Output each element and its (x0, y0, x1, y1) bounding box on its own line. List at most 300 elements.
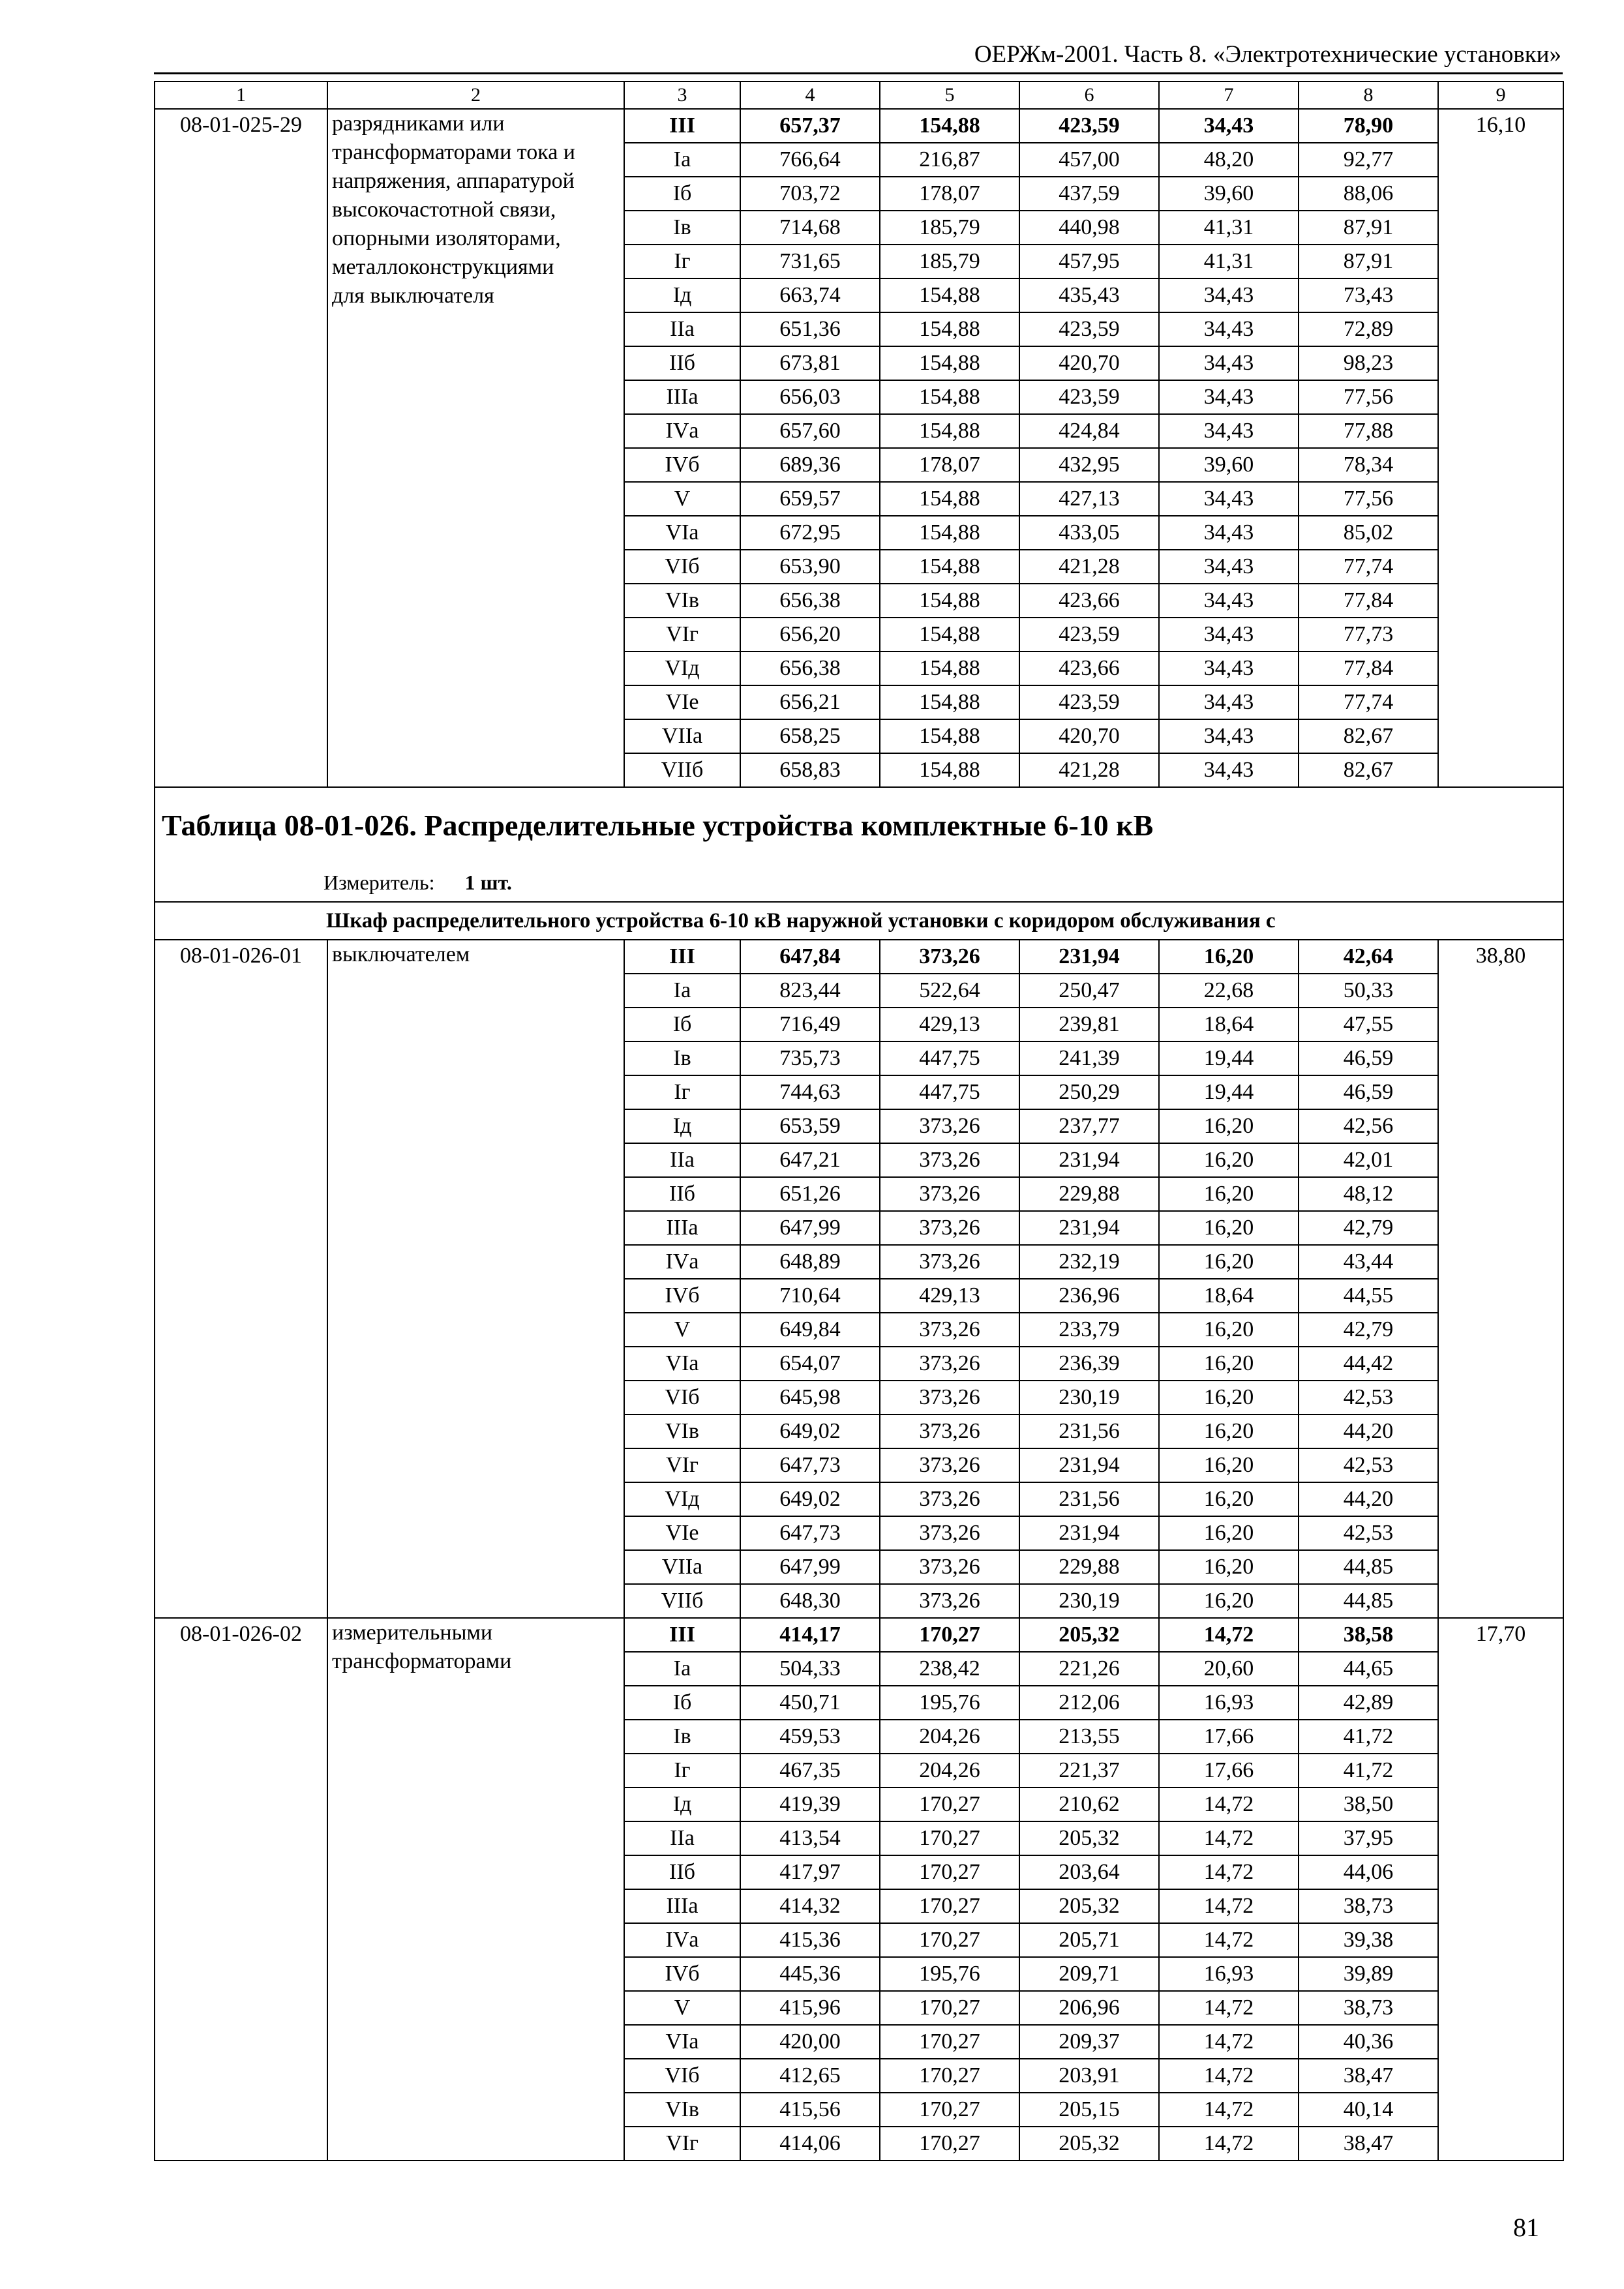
value-col-8: 46,59 (1299, 1075, 1438, 1109)
value-col-7: 16,20 (1159, 1109, 1299, 1143)
value-col-7: 34,43 (1159, 685, 1299, 719)
value-col-8: 46,59 (1299, 1041, 1438, 1075)
value-col-7: 34,43 (1159, 618, 1299, 651)
value-col-7: 34,43 (1159, 651, 1299, 685)
value-col-8: 50,33 (1299, 974, 1438, 1008)
value-col-8: 73,43 (1299, 278, 1438, 312)
zone-cell: VIIб (624, 1584, 740, 1618)
item-code: 08-01-025-29 (155, 109, 327, 787)
zone-cell: Iд (624, 1788, 740, 1821)
value-col-5: 170,27 (880, 1889, 1019, 1923)
value-col-4: 657,37 (740, 109, 880, 143)
value-col-7: 14,72 (1159, 1618, 1299, 1652)
value-col-5: 154,88 (880, 618, 1019, 651)
zone-cell: V (624, 482, 740, 516)
item-description-line: выключателем (332, 942, 470, 966)
value-col-5: 154,88 (880, 516, 1019, 550)
zone-cell: IIIа (624, 380, 740, 414)
column-number-8: 8 (1299, 82, 1438, 109)
value-col-4: 647,84 (740, 940, 880, 974)
zone-cell: III (624, 1618, 740, 1652)
zone-cell: IIа (624, 312, 740, 346)
table-row (155, 109, 1563, 143)
column-number-1: 1 (155, 82, 327, 109)
value-col-7: 14,72 (1159, 1821, 1299, 1855)
value-col-4: 653,59 (740, 1109, 880, 1143)
value-col-7: 17,66 (1159, 1720, 1299, 1754)
value-col-4: 656,38 (740, 584, 880, 618)
value-col-5: 373,26 (880, 1347, 1019, 1381)
value-col-4: 413,54 (740, 1821, 880, 1855)
item-code: 08-01-026-02 (155, 1618, 327, 2161)
value-col-4: 714,68 (740, 211, 880, 245)
value-col-6: 203,91 (1019, 2059, 1159, 2093)
value-col-7: 34,43 (1159, 584, 1299, 618)
value-col-4: 766,64 (740, 143, 880, 177)
value-col-7: 17,66 (1159, 1754, 1299, 1788)
value-col-8: 40,36 (1299, 2025, 1438, 2059)
value-col-8: 42,79 (1299, 1211, 1438, 1245)
value-col-5: 154,88 (880, 346, 1019, 380)
value-col-6: 231,94 (1019, 1143, 1159, 1177)
value-col-5: 170,27 (880, 1991, 1019, 2025)
value-col-7: 16,20 (1159, 1143, 1299, 1177)
value-col-5: 373,26 (880, 1516, 1019, 1550)
value-col-6: 424,84 (1019, 414, 1159, 448)
value-col-8: 44,85 (1299, 1550, 1438, 1584)
value-col-4: 703,72 (740, 177, 880, 211)
value-col-4: 654,07 (740, 1347, 880, 1381)
value-col-6: 203,64 (1019, 1855, 1159, 1889)
value-col-8: 44,55 (1299, 1279, 1438, 1313)
zone-cell: VIв (624, 2093, 740, 2127)
value-col-5: 154,88 (880, 584, 1019, 618)
zone-cell: VIа (624, 516, 740, 550)
zone-cell: VIб (624, 550, 740, 584)
value-col-4: 651,36 (740, 312, 880, 346)
value-col-5: 154,88 (880, 278, 1019, 312)
zone-cell: Iв (624, 1041, 740, 1075)
zone-cell: Iг (624, 1754, 740, 1788)
value-col-8: 40,14 (1299, 2093, 1438, 2127)
value-col-8: 42,53 (1299, 1381, 1438, 1414)
value-col-7: 39,60 (1159, 177, 1299, 211)
value-col-5: 178,07 (880, 177, 1019, 211)
value-col-7: 16,20 (1159, 1211, 1299, 1245)
zone-cell: Iв (624, 211, 740, 245)
zone-cell: VIIб (624, 753, 740, 787)
value-col-7: 20,60 (1159, 1652, 1299, 1686)
zone-cell: IIIа (624, 1211, 740, 1245)
value-col-8: 38,47 (1299, 2127, 1438, 2161)
zone-cell: VIе (624, 685, 740, 719)
value-col-8: 42,01 (1299, 1143, 1438, 1177)
value-col-7: 16,93 (1159, 1686, 1299, 1720)
value-col-8: 44,42 (1299, 1347, 1438, 1381)
value-col-6: 230,19 (1019, 1381, 1159, 1414)
zone-cell: Iб (624, 177, 740, 211)
value-col-5: 178,07 (880, 448, 1019, 482)
value-col-5: 170,27 (880, 2093, 1019, 2127)
value-col-4: 649,02 (740, 1482, 880, 1516)
item-description-line: трансформаторами тока и (332, 140, 575, 164)
page-number: 81 (1513, 2213, 1539, 2242)
value-col-4: 647,21 (740, 1143, 880, 1177)
value-col-5: 154,88 (880, 380, 1019, 414)
page-header-title: ОЕРЖм-2001. Часть 8. «Электротехнические установки» (974, 41, 1561, 68)
value-col-6: 221,26 (1019, 1652, 1159, 1686)
value-col-5: 154,88 (880, 550, 1019, 584)
value-col-8: 38,73 (1299, 1991, 1438, 2025)
value-col-4: 744,63 (740, 1075, 880, 1109)
value-col-7: 34,43 (1159, 380, 1299, 414)
value-col-6: 421,28 (1019, 550, 1159, 584)
value-col-4: 657,60 (740, 414, 880, 448)
value-col-8: 38,58 (1299, 1618, 1438, 1652)
value-col-8: 72,89 (1299, 312, 1438, 346)
value-col-7: 16,20 (1159, 940, 1299, 974)
zone-cell: IIа (624, 1143, 740, 1177)
header-divider (154, 72, 1563, 74)
item-col9-value: 38,80 (1438, 940, 1563, 1618)
value-col-8: 37,95 (1299, 1821, 1438, 1855)
value-col-4: 649,02 (740, 1414, 880, 1448)
value-col-8: 48,12 (1299, 1177, 1438, 1211)
value-col-4: 656,03 (740, 380, 880, 414)
value-col-6: 212,06 (1019, 1686, 1159, 1720)
value-col-6: 423,59 (1019, 685, 1159, 719)
value-col-7: 16,20 (1159, 1381, 1299, 1414)
value-col-8: 82,67 (1299, 753, 1438, 787)
value-col-4: 415,96 (740, 1991, 880, 2025)
value-col-5: 373,26 (880, 1482, 1019, 1516)
value-col-8: 77,88 (1299, 414, 1438, 448)
value-col-8: 44,20 (1299, 1482, 1438, 1516)
value-col-4: 648,30 (740, 1584, 880, 1618)
zone-cell: Iб (624, 1008, 740, 1041)
value-col-8: 42,79 (1299, 1313, 1438, 1347)
value-col-6: 236,39 (1019, 1347, 1159, 1381)
zone-cell: VIа (624, 1347, 740, 1381)
value-col-6: 229,88 (1019, 1177, 1159, 1211)
value-col-4: 647,99 (740, 1550, 880, 1584)
value-col-8: 78,34 (1299, 448, 1438, 482)
value-col-5: 154,88 (880, 414, 1019, 448)
zone-cell: Iг (624, 1075, 740, 1109)
value-col-8: 42,56 (1299, 1109, 1438, 1143)
value-col-7: 14,72 (1159, 1788, 1299, 1821)
value-col-7: 14,72 (1159, 1855, 1299, 1889)
value-col-7: 16,20 (1159, 1177, 1299, 1211)
value-col-7: 34,43 (1159, 516, 1299, 550)
value-col-4: 656,20 (740, 618, 880, 651)
value-col-6: 420,70 (1019, 346, 1159, 380)
value-col-5: 154,88 (880, 651, 1019, 685)
value-col-7: 41,31 (1159, 245, 1299, 278)
item-description-line: разрядниками или (332, 112, 505, 136)
value-col-6: 231,94 (1019, 1516, 1159, 1550)
value-col-7: 14,72 (1159, 1923, 1299, 1957)
value-col-6: 421,28 (1019, 753, 1159, 787)
value-col-5: 373,26 (880, 1414, 1019, 1448)
value-col-6: 423,59 (1019, 618, 1159, 651)
value-col-5: 154,88 (880, 753, 1019, 787)
value-col-6: 231,56 (1019, 1482, 1159, 1516)
value-col-5: 170,27 (880, 2059, 1019, 2093)
zone-cell: VIв (624, 1414, 740, 1448)
zone-cell: IVа (624, 1245, 740, 1279)
value-col-5: 204,26 (880, 1754, 1019, 1788)
value-col-6: 420,70 (1019, 719, 1159, 753)
value-col-4: 672,95 (740, 516, 880, 550)
value-col-8: 42,64 (1299, 940, 1438, 974)
rates-table (154, 81, 1564, 2161)
value-col-7: 16,20 (1159, 1482, 1299, 1516)
value-col-6: 213,55 (1019, 1720, 1159, 1754)
value-col-4: 716,49 (740, 1008, 880, 1041)
subsection-row (155, 902, 1563, 940)
value-col-5: 373,26 (880, 1211, 1019, 1245)
zone-cell: VIIа (624, 719, 740, 753)
item-col9-value: 16,10 (1438, 109, 1563, 787)
value-col-6: 457,95 (1019, 245, 1159, 278)
item-description-line: трансформаторами (332, 1649, 512, 1673)
zone-cell: IIб (624, 1855, 740, 1889)
value-col-7: 16,20 (1159, 1448, 1299, 1482)
zone-cell: VIв (624, 584, 740, 618)
item-description-line: высокочастотной связи, (332, 198, 556, 222)
value-col-5: 170,27 (880, 1618, 1019, 1652)
value-col-4: 663,74 (740, 278, 880, 312)
zone-cell: VIд (624, 1482, 740, 1516)
item-description-line: напряжения, аппаратурой (332, 169, 575, 193)
value-col-4: 653,90 (740, 550, 880, 584)
value-col-6: 205,32 (1019, 1821, 1159, 1855)
value-col-7: 16,20 (1159, 1245, 1299, 1279)
value-col-6: 239,81 (1019, 1008, 1159, 1041)
zone-cell: Iа (624, 143, 740, 177)
value-col-6: 231,94 (1019, 1448, 1159, 1482)
value-col-4: 450,71 (740, 1686, 880, 1720)
value-col-8: 44,20 (1299, 1414, 1438, 1448)
value-col-8: 98,23 (1299, 346, 1438, 380)
value-col-7: 34,43 (1159, 278, 1299, 312)
value-col-6: 205,71 (1019, 1923, 1159, 1957)
value-col-5: 429,13 (880, 1008, 1019, 1041)
column-number-9: 9 (1438, 82, 1563, 109)
value-col-4: 647,99 (740, 1211, 880, 1245)
value-col-5: 170,27 (880, 2025, 1019, 2059)
item-description-line: измерительными (332, 1621, 493, 1645)
value-col-4: 731,65 (740, 245, 880, 278)
value-col-4: 651,26 (740, 1177, 880, 1211)
value-col-6: 210,62 (1019, 1788, 1159, 1821)
value-col-8: 44,85 (1299, 1584, 1438, 1618)
value-col-5: 170,27 (880, 1855, 1019, 1889)
zone-cell: VIб (624, 1381, 740, 1414)
value-col-5: 373,26 (880, 1448, 1019, 1482)
value-col-6: 437,59 (1019, 177, 1159, 211)
value-col-5: 154,88 (880, 312, 1019, 346)
column-number-7: 7 (1159, 82, 1299, 109)
value-col-6: 232,19 (1019, 1245, 1159, 1279)
zone-cell: IVб (624, 448, 740, 482)
zone-cell: VIг (624, 1448, 740, 1482)
value-col-6: 205,32 (1019, 2127, 1159, 2161)
value-col-4: 658,83 (740, 753, 880, 787)
zone-cell: IIIа (624, 1889, 740, 1923)
value-col-4: 645,98 (740, 1381, 880, 1414)
zone-cell: Iа (624, 1652, 740, 1686)
table-row (155, 940, 1563, 974)
value-col-8: 77,73 (1299, 618, 1438, 651)
item-description (327, 940, 624, 1618)
value-col-5: 373,26 (880, 1143, 1019, 1177)
value-col-4: 414,17 (740, 1618, 880, 1652)
value-col-8: 43,44 (1299, 1245, 1438, 1279)
value-col-6: 205,15 (1019, 2093, 1159, 2127)
value-col-5: 373,26 (880, 1109, 1019, 1143)
zone-cell: III (624, 940, 740, 974)
zone-cell: VIд (624, 651, 740, 685)
value-col-7: 41,31 (1159, 211, 1299, 245)
value-col-6: 241,39 (1019, 1041, 1159, 1075)
value-col-4: 417,97 (740, 1855, 880, 1889)
value-col-6: 427,13 (1019, 482, 1159, 516)
value-col-6: 423,59 (1019, 380, 1159, 414)
value-col-4: 689,36 (740, 448, 880, 482)
value-col-6: 423,66 (1019, 584, 1159, 618)
value-col-7: 16,20 (1159, 1584, 1299, 1618)
value-col-6: 205,32 (1019, 1889, 1159, 1923)
value-col-8: 82,67 (1299, 719, 1438, 753)
zone-cell: VIа (624, 2025, 740, 2059)
value-col-5: 195,76 (880, 1957, 1019, 1991)
zone-cell: Iв (624, 1720, 740, 1754)
value-col-8: 41,72 (1299, 1754, 1438, 1788)
value-col-5: 154,88 (880, 109, 1019, 143)
value-col-5: 170,27 (880, 2127, 1019, 2161)
value-col-5: 373,26 (880, 1381, 1019, 1414)
value-col-8: 92,77 (1299, 143, 1438, 177)
value-col-7: 14,72 (1159, 2025, 1299, 2059)
value-col-7: 14,72 (1159, 2059, 1299, 2093)
measure-label: Измеритель: (323, 871, 435, 894)
value-col-7: 34,43 (1159, 719, 1299, 753)
zone-cell: IIа (624, 1821, 740, 1855)
value-col-5: 522,64 (880, 974, 1019, 1008)
value-col-6: 250,29 (1019, 1075, 1159, 1109)
item-description-line: металлоконструкциями (332, 255, 554, 279)
value-col-8: 47,55 (1299, 1008, 1438, 1041)
zone-cell: Iб (624, 1686, 740, 1720)
table-title-row (155, 787, 1563, 863)
value-col-5: 238,42 (880, 1652, 1019, 1686)
value-col-4: 647,73 (740, 1448, 880, 1482)
value-col-7: 39,60 (1159, 448, 1299, 482)
column-number-header (155, 82, 1563, 109)
value-col-8: 87,91 (1299, 211, 1438, 245)
item-description (327, 1618, 624, 2161)
value-col-4: 504,33 (740, 1652, 880, 1686)
value-col-4: 649,84 (740, 1313, 880, 1347)
column-number-6: 6 (1019, 82, 1159, 109)
value-col-4: 415,36 (740, 1923, 880, 1957)
zone-cell: VIе (624, 1516, 740, 1550)
value-col-7: 18,64 (1159, 1279, 1299, 1313)
value-col-5: 373,26 (880, 1245, 1019, 1279)
value-col-6: 231,56 (1019, 1414, 1159, 1448)
value-col-4: 656,38 (740, 651, 880, 685)
zone-cell: IIб (624, 1177, 740, 1211)
value-col-7: 34,43 (1159, 550, 1299, 584)
value-col-6: 231,94 (1019, 940, 1159, 974)
value-col-4: 467,35 (740, 1754, 880, 1788)
value-col-8: 38,50 (1299, 1788, 1438, 1821)
value-col-6: 423,59 (1019, 109, 1159, 143)
rates-table-container (154, 81, 1563, 2161)
value-col-5: 373,26 (880, 1550, 1019, 1584)
value-col-6: 435,43 (1019, 278, 1159, 312)
value-col-6: 233,79 (1019, 1313, 1159, 1347)
zone-cell: Iд (624, 1109, 740, 1143)
value-col-6: 236,96 (1019, 1279, 1159, 1313)
value-col-8: 44,06 (1299, 1855, 1438, 1889)
table-row (155, 1618, 1563, 1652)
measure-row (155, 863, 1563, 902)
value-col-4: 419,39 (740, 1788, 880, 1821)
item-description-line: для выключателя (332, 284, 494, 308)
value-col-7: 16,20 (1159, 1347, 1299, 1381)
value-col-5: 373,26 (880, 940, 1019, 974)
value-col-6: 209,71 (1019, 1957, 1159, 1991)
value-col-7: 34,43 (1159, 346, 1299, 380)
value-col-8: 77,74 (1299, 685, 1438, 719)
item-col9-value: 17,70 (1438, 1618, 1563, 2161)
value-col-7: 16,20 (1159, 1414, 1299, 1448)
value-col-7: 34,43 (1159, 753, 1299, 787)
value-col-4: 659,57 (740, 482, 880, 516)
value-col-5: 170,27 (880, 1923, 1019, 1957)
column-number-5: 5 (880, 82, 1019, 109)
value-col-8: 39,89 (1299, 1957, 1438, 1991)
value-col-4: 673,81 (740, 346, 880, 380)
zone-cell: Iд (624, 278, 740, 312)
zone-cell: VIг (624, 618, 740, 651)
value-col-6: 423,66 (1019, 651, 1159, 685)
value-col-4: 710,64 (740, 1279, 880, 1313)
value-col-4: 415,56 (740, 2093, 880, 2127)
value-col-8: 44,65 (1299, 1652, 1438, 1686)
value-col-4: 414,32 (740, 1889, 880, 1923)
zone-cell: Iг (624, 245, 740, 278)
value-col-7: 14,72 (1159, 2093, 1299, 2127)
value-col-6: 432,95 (1019, 448, 1159, 482)
value-col-4: 823,44 (740, 974, 880, 1008)
value-col-8: 41,72 (1299, 1720, 1438, 1754)
zone-cell: VIIа (624, 1550, 740, 1584)
value-col-5: 185,79 (880, 245, 1019, 278)
zone-cell: IIб (624, 346, 740, 380)
value-col-4: 445,36 (740, 1957, 880, 1991)
value-col-7: 16,93 (1159, 1957, 1299, 1991)
value-col-4: 420,00 (740, 2025, 880, 2059)
value-col-5: 429,13 (880, 1279, 1019, 1313)
zone-cell: VIг (624, 2127, 740, 2161)
value-col-8: 88,06 (1299, 177, 1438, 211)
value-col-7: 22,68 (1159, 974, 1299, 1008)
value-col-8: 77,84 (1299, 651, 1438, 685)
